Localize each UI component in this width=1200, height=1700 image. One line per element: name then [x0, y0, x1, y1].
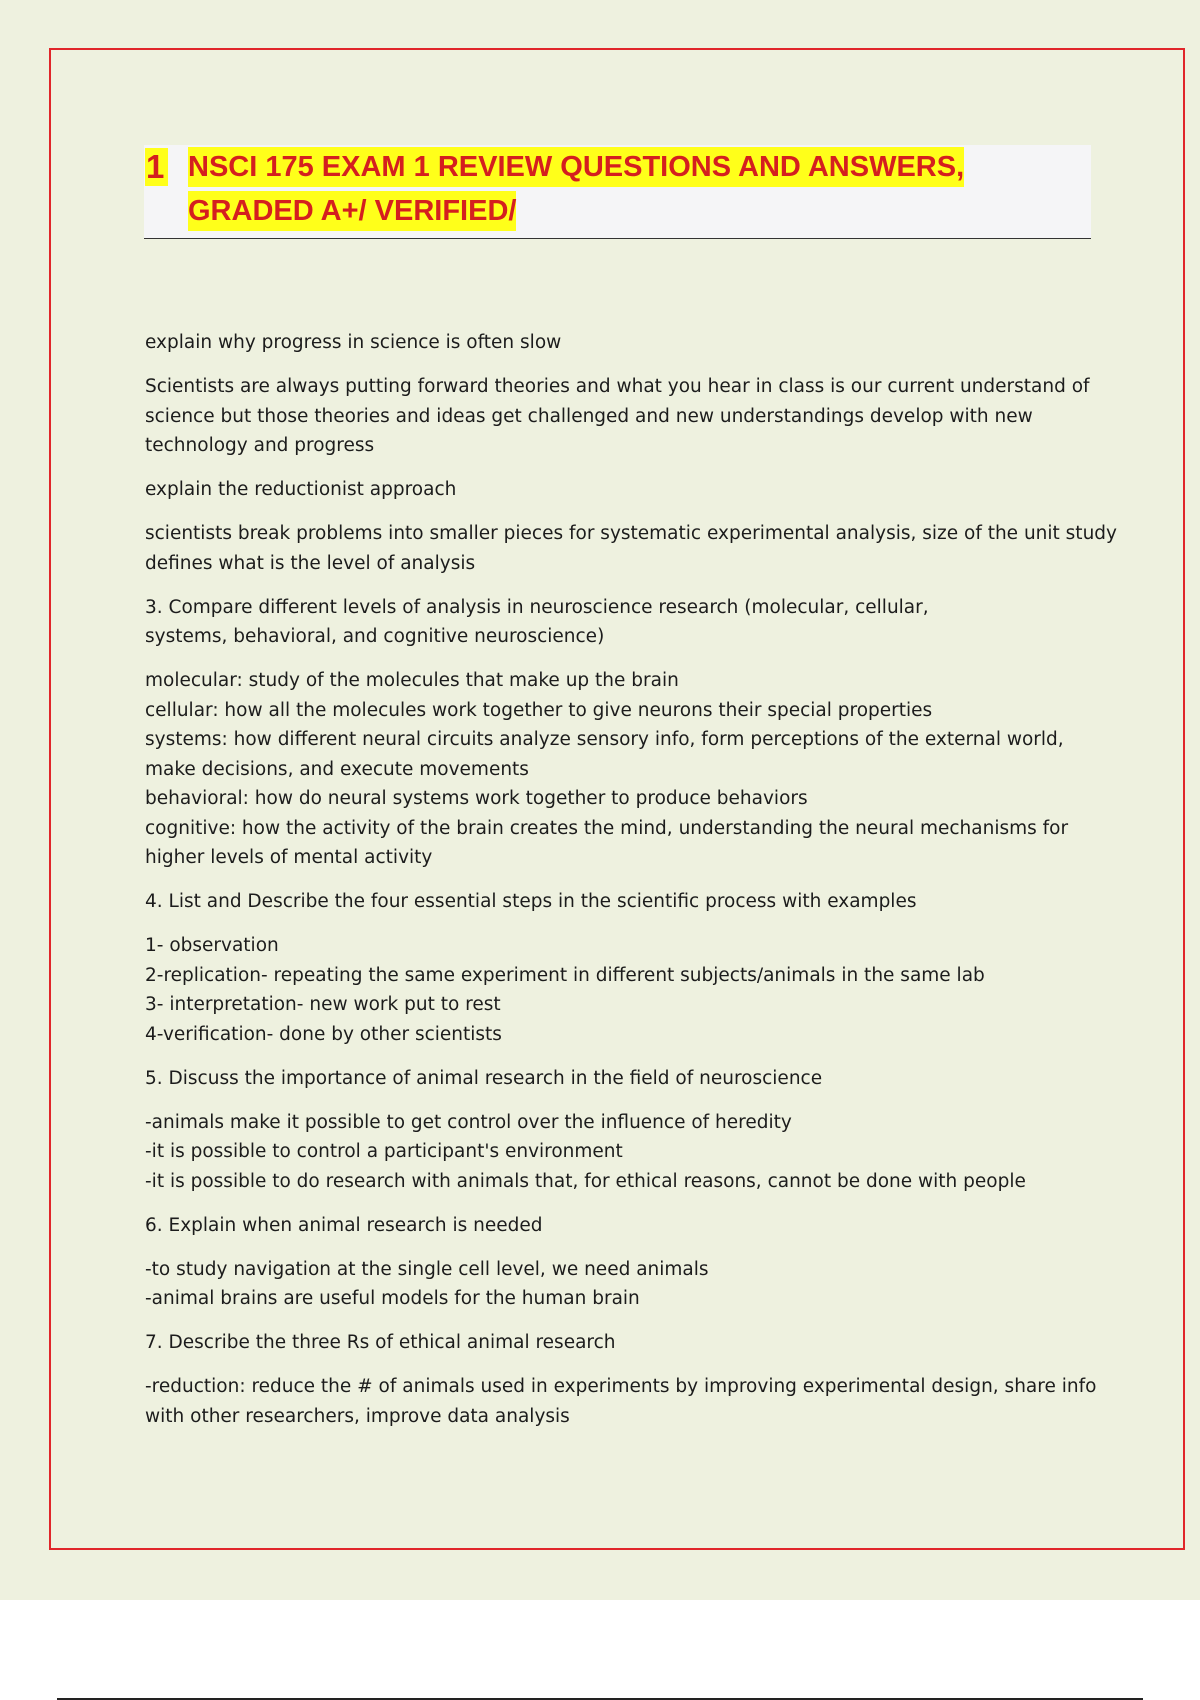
text-line: 4. List and Describe the four essential steps in the scientific process with examples: [145, 891, 917, 912]
paragraph: [145, 1108, 1095, 1197]
text-line: molecular: study of the molecules that make up the brain: [145, 670, 679, 691]
text-line: explain the reductionist approach: [145, 479, 457, 500]
paragraph: [145, 666, 1095, 873]
text-line: Scientists are always putting forward theories and what you hear in class is our current understand of: [145, 376, 1090, 397]
text-line: -it is possible to do research with animals that, for ethical reasons, cannot be done with people: [145, 1170, 1026, 1192]
text-line: 5. Discuss the importance of animal research in the field of neuroscience: [145, 1067, 823, 1089]
paragraph: [145, 1211, 1095, 1241]
paragraph: [145, 372, 1095, 461]
paragraph: [145, 475, 1095, 505]
text-line: -reduction: reduce the # of animals used in experiments by improving experimental design, share info: [145, 1376, 1097, 1397]
text-line: 1- observation: [145, 935, 279, 956]
text-line: 3. Compare different levels of analysis in neuroscience research (molecular, cellular,: [145, 596, 929, 618]
text-line: 6. Explain when animal research is needed: [145, 1214, 543, 1236]
paragraph: [145, 887, 1095, 917]
paragraph: [145, 931, 1095, 1049]
text-line: -animal brains are useful models for the human brain: [145, 1288, 640, 1309]
paragraph: [145, 519, 1117, 578]
text-line: 4-verification- done by other scientists: [145, 1023, 502, 1045]
text-line: 2-replication- repeating the same experiment in different subjects/animals in the same lab: [145, 964, 985, 986]
text-line: cognitive: how the activity of the brain creates the mind, understanding the neural mechanisms for: [145, 817, 1069, 839]
text-line: -animals make it possible to get control over the influence of heredity: [145, 1111, 792, 1133]
text-line: higher levels of mental activity: [145, 847, 433, 868]
paragraph: [145, 1372, 1095, 1431]
text-line: -to study navigation at the single cell level, we need animals: [145, 1258, 709, 1280]
text-line: defines what is the level of analysis: [145, 552, 476, 574]
text-line: 7. Describe the three Rs of ethical animal research: [145, 1332, 616, 1353]
text-line: systems: how different neural circuits analyze sensory info, form perceptions of the external world,: [145, 729, 1064, 750]
text-line: make decisions, and execute movements: [145, 758, 529, 780]
text-line: behavioral: how do neural systems work together to produce behaviors: [145, 788, 808, 809]
text-line: with other researchers, improve data analysis: [145, 1405, 570, 1427]
paragraph: [145, 593, 1095, 652]
paragraph: [145, 1064, 1095, 1094]
footer-rule: [57, 1698, 1143, 1700]
document-body: [145, 328, 1117, 1446]
text-line: explain why progress in science is often slow: [145, 332, 562, 353]
text-line: scientists break problems into smaller pieces for systematic experimental analysis, size of the unit study: [145, 523, 1117, 544]
text-line: systems, behavioral, and cognitive neuroscience): [145, 626, 605, 647]
title-number: 1: [145, 148, 168, 186]
title-line-2: GRADED A+/ VERIFIED/: [188, 191, 516, 231]
paragraph: [145, 1255, 1095, 1314]
paragraph: [145, 1328, 1095, 1358]
text-line: 3- interpretation- new work put to rest: [145, 994, 501, 1015]
text-line: science but those theories and ideas get challenged and new understandings develop with new: [145, 405, 1033, 427]
text-line: cellular: how all the molecules work together to give neurons their special properties: [145, 699, 933, 721]
text-line: technology and progress: [145, 435, 375, 456]
title-line-1: NSCI 175 EXAM 1 REVIEW QUESTIONS AND ANSWERS,: [188, 147, 964, 187]
paragraph: [145, 328, 1095, 358]
text-line: -it is possible to control a participant's environment: [145, 1141, 623, 1162]
